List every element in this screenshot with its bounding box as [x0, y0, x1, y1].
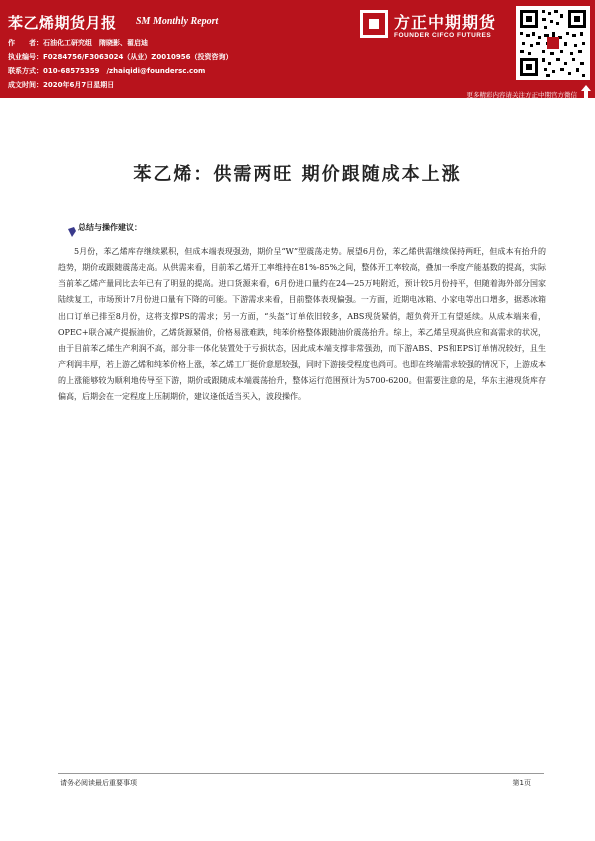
logo-cn-text: 方正中期期货 [394, 13, 497, 32]
logo-mark-icon [360, 10, 388, 38]
meta-authors: 作 者：石油化工研究组 隋晓影、翟启迪 [8, 39, 148, 47]
qr-code-icon [516, 6, 590, 80]
page-number: 第1页 [512, 779, 531, 787]
meta-contact: 联系方式：010-68575359 /zhaiqidi@foundersc.com [8, 67, 206, 75]
document-title: 苯乙烯：供需两旺 期价跟随成本上涨 [133, 164, 462, 185]
footer-divider [58, 773, 544, 774]
report-header [0, 0, 595, 98]
meta-license: 执业编号：F0284756/F3063024（从业）Z0010956（投资咨询） [8, 53, 233, 61]
follow-wechat-note: 更多精彩内容请关注方正中期官方微信 [466, 91, 577, 99]
meta-date: 成文时间：2020年6月7日星期日 [8, 81, 115, 89]
report-title: 苯乙烯期货月报 [8, 14, 117, 32]
company-logo [360, 8, 510, 44]
logo-en-text: FOUNDER CIFCO FUTURES [394, 32, 492, 39]
footer-disclaimer: 请务必阅读最后重要事项 [60, 779, 137, 787]
section-heading: 总结与操作建议： [78, 223, 142, 232]
report-subtitle: SM Monthly Report [136, 16, 219, 27]
summary-paragraph: 5月份，苯乙烯库存继续累积，但成本端表现强劲，期价呈“W”型震荡走势。展望6月份，苯乙烯供需继续保持两旺，但成本有抬升的趋势，期价或跟随震荡走高。从供需来看，目前苯乙烯开工率维持在81%-85%之间，整体开工率较高，叠加一季度产能基数的提高，实际当前苯乙烯产量同比去年已有了明显的提高。进口货源来看，6月份进口量约在24—25万吨附近，预计较5月份持平，但随着海外部分国家陆续复工，市场预计7月份进口量有下降的可能。下游需求来看，目前整体表现偏强。一方面，近期电冰箱、小家电等出口增多，据悉冰箱出口订单已排至8月份，这将支撑PS的需求；另一方面，“头盔”订单依旧较多，ABS现货紧俏，超负荷开工有望延续。从成本端来看，OPEC+联合减产提振油价，乙烯货源紧俏，价格易涨难跌，纯苯价格整体跟随油价震荡抬升。综上，苯乙烯呈现高供应和高需求的状况，由于目前苯乙烯生产利润不高，部分非一体化装置处于亏损状态，因此成本端支撑非常强劲，而下游ABS、PS和EPS订单情况较好，且生产利润丰厚，若上游乙烯和纯苯价格上涨，苯乙烯工厂挺价意愿较强，同时下游接受程度也尚可。也即在终端需求较强的情况下，上游成本的上涨能够较为顺利地传导至下游，期价或跟随成本端震荡抬升，整体运行范围预计为5700-6200。但需要注意的是，华东主港现货库存偏高，后期会在一定程度上压制期价，建议逢低适当买入，波段操作。 [58, 247, 546, 402]
arrow-up-icon [581, 84, 591, 98]
pen-icon [68, 222, 76, 232]
